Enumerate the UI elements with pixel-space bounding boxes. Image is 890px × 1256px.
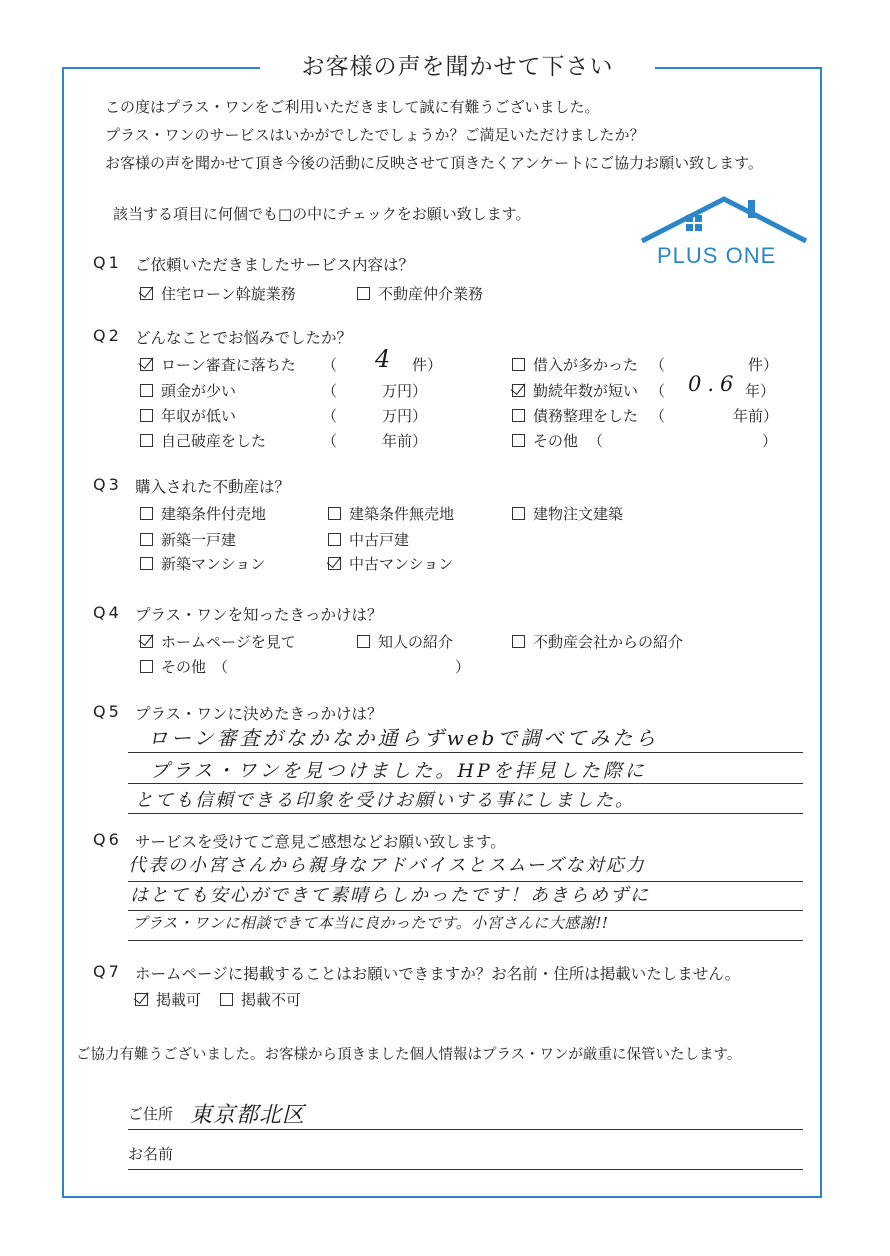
q3-option-conditional-land[interactable]: 建築条件付売地 — [140, 503, 266, 524]
paren-open: （ — [322, 432, 338, 450]
paren-open: （ — [650, 356, 666, 374]
q7-option-allow[interactable]: 掲載可 — [135, 989, 201, 1010]
unit-nen: 年） — [745, 382, 776, 400]
checkbox-icon[interactable] — [140, 660, 153, 673]
checkbox-icon[interactable] — [512, 507, 525, 520]
q3-option-custom-build[interactable]: 建物注文建築 — [512, 503, 623, 524]
unit-ken: 件） — [412, 356, 443, 374]
checkbox-icon[interactable] — [140, 533, 153, 546]
name-rule[interactable] — [128, 1169, 803, 1170]
q1-option-loan[interactable]: 住宅ローン斡旋業務 — [140, 283, 296, 304]
answer-rule — [128, 752, 803, 753]
q4-option-homepage[interactable]: ホームページを見て — [140, 631, 296, 652]
q6-question: サービスを受けてご意見ご感想などお願い致します。 — [135, 833, 506, 851]
answer-rule — [128, 940, 803, 941]
q2-rejected-count[interactable]: 4 — [375, 345, 394, 373]
checkbox-icon[interactable] — [140, 557, 153, 570]
unit-man-en: 万円） — [382, 382, 428, 400]
q1-option-brokerage[interactable]: 不動産仲介業務 — [357, 283, 483, 304]
checkbox-icon[interactable] — [140, 409, 153, 422]
paren-open: （ — [213, 658, 229, 676]
q2-option-small-downpayment[interactable]: 頭金が少い — [140, 380, 236, 401]
q5-answer-line-2[interactable]: プラス・ワンを見つけました。HPを拝見した際に — [150, 760, 647, 782]
q6-number: Q6 — [93, 830, 122, 849]
intro-line-2: プラス・ワンのサービスはいかがでしたでしょうか？ご満足いただけましたか？ — [105, 126, 645, 144]
answer-rule — [128, 783, 803, 784]
checkbox-icon[interactable] — [512, 635, 525, 648]
q2-option-bankruptcy[interactable]: 自己破産をした — [140, 430, 266, 451]
q6-answer-line-1[interactable]: 代表の小宮さんから親身なアドバイスとスムーズな対応力 — [128, 855, 646, 876]
q2-option-debt-consolidation[interactable]: 債務整理をした — [512, 405, 638, 426]
checkbox-icon[interactable] — [328, 533, 341, 546]
checkbox-icon[interactable] — [140, 434, 153, 447]
q5-answer-line-3[interactable]: とても信頼できる印象を受けお願いする事にしました。 — [135, 790, 635, 811]
paren-close: ） — [455, 658, 471, 676]
checkbox-checked-icon[interactable] — [512, 384, 525, 397]
unit-nen-mae: 年前） — [733, 407, 779, 425]
address-rule — [128, 1129, 803, 1130]
q7-option-deny[interactable]: 掲載不可 — [220, 989, 301, 1010]
unit-man-en: 万円） — [382, 407, 428, 425]
q5-answer-line-1[interactable]: ローン審査がなかなか通らずwebで調べてみたら — [148, 726, 659, 750]
checkbox-checked-icon[interactable] — [140, 358, 153, 371]
checkbox-icon[interactable] — [357, 635, 370, 648]
logo-text: PLUS ONE — [657, 243, 777, 268]
checkbox-icon[interactable] — [512, 434, 525, 447]
q3-option-new-condo[interactable]: 新築マンション — [140, 553, 265, 574]
q3-option-used-condo[interactable]: 中古マンション — [328, 553, 453, 574]
checkbox-icon[interactable] — [328, 507, 341, 520]
intro-line-1: この度はプラス・ワンをご利用いただきまして誠に有難うございました。 — [105, 98, 600, 116]
q5-question: プラス・ワンに決めたきっかけは？ — [135, 705, 383, 723]
address-value[interactable]: 東京都北区 — [190, 1103, 306, 1128]
q3-option-unconditional-land[interactable]: 建築条件無売地 — [328, 503, 454, 524]
answer-rule — [128, 910, 803, 911]
paren-open: （ — [322, 407, 338, 425]
q6-answer-line-3[interactable]: プラス・ワンに相談できて本当に良かったです。小宮さんに大感謝!! — [132, 914, 609, 932]
paren-open: （ — [322, 356, 338, 374]
checkbox-checked-icon[interactable] — [328, 557, 341, 570]
checkbox-checked-icon[interactable] — [140, 635, 153, 648]
paren-open: （ — [650, 407, 666, 425]
q2-option-loan-rejected[interactable]: ローン審査に落ちた — [140, 354, 296, 375]
paren-close: ） — [762, 432, 778, 450]
q2-option-many-loans[interactable]: 借入が多かった — [512, 354, 638, 375]
q4-option-other[interactable]: その他 — [140, 656, 206, 677]
q3-question: 購入された不動産は？ — [135, 478, 291, 496]
q2-question: どんなことでお悩みでしたか？ — [135, 329, 353, 347]
name-label: お名前 — [128, 1145, 174, 1163]
q4-number: Q4 — [93, 603, 122, 622]
q4-question: プラス・ワンを知ったきっかけは？ — [135, 606, 383, 624]
q2-employment-years[interactable]: 0.6 — [688, 372, 740, 396]
q3-option-new-house[interactable]: 新築一戸建 — [140, 529, 236, 550]
paren-open: （ — [650, 382, 666, 400]
checkbox-icon[interactable] — [140, 384, 153, 397]
answer-rule — [128, 813, 803, 814]
checkbox-icon[interactable] — [220, 993, 233, 1006]
checkbox-icon[interactable] — [357, 287, 370, 300]
q4-option-referral[interactable]: 知人の紹介 — [357, 631, 453, 652]
q6-answer-line-2[interactable]: はとても安心ができて素晴らしかったです！あきらめずに — [130, 885, 650, 906]
q2-option-short-employment[interactable]: 勤続年数が短い — [512, 380, 638, 401]
paren-open: （ — [588, 432, 604, 450]
unit-ken: 件） — [748, 356, 779, 374]
page-title: お客様の声を聞かせて下さい — [260, 50, 655, 84]
checkbox-icon[interactable] — [512, 409, 525, 422]
address-label: ご住所 — [128, 1105, 174, 1123]
q5-number: Q5 — [93, 702, 122, 721]
checkbox-icon[interactable] — [512, 358, 525, 371]
q2-number: Q2 — [93, 326, 122, 345]
unit-nen-mae: 年前） — [382, 432, 428, 450]
checkbox-icon[interactable] — [140, 507, 153, 520]
q3-option-used-house[interactable]: 中古戸建 — [328, 529, 409, 550]
q4-option-agency-referral[interactable]: 不動産会社からの紹介 — [512, 631, 683, 652]
q7-number: Q7 — [93, 962, 122, 981]
q3-number: Q3 — [93, 475, 122, 494]
q7-question: ホームページに掲載することはお願いできますか？お名前・住所は掲載いたしません。 — [135, 965, 741, 983]
thanks-note: ご協力有難うございました。お客様から頂きました個人情報はプラス・ワンが厳重に保管いたします。 — [76, 1047, 742, 1063]
checkbox-checked-icon[interactable] — [140, 287, 153, 300]
q2-option-other[interactable]: その他 — [512, 430, 578, 451]
q1-number: Q1 — [93, 253, 122, 272]
checkbox-checked-icon[interactable] — [135, 993, 148, 1006]
q1-question: ご依頼いただきましたサービス内容は？ — [135, 256, 415, 274]
instruction: 該当する項目に何個でも□の中にチェックをお願い致します。 — [113, 205, 531, 223]
paren-open: （ — [322, 382, 338, 400]
intro-line-3: お客様の声を聞かせて頂き今後の活動に反映させて頂きたくアンケートにご協力お願い致します。 — [105, 154, 763, 172]
q2-option-low-income[interactable]: 年収が低い — [140, 405, 236, 426]
